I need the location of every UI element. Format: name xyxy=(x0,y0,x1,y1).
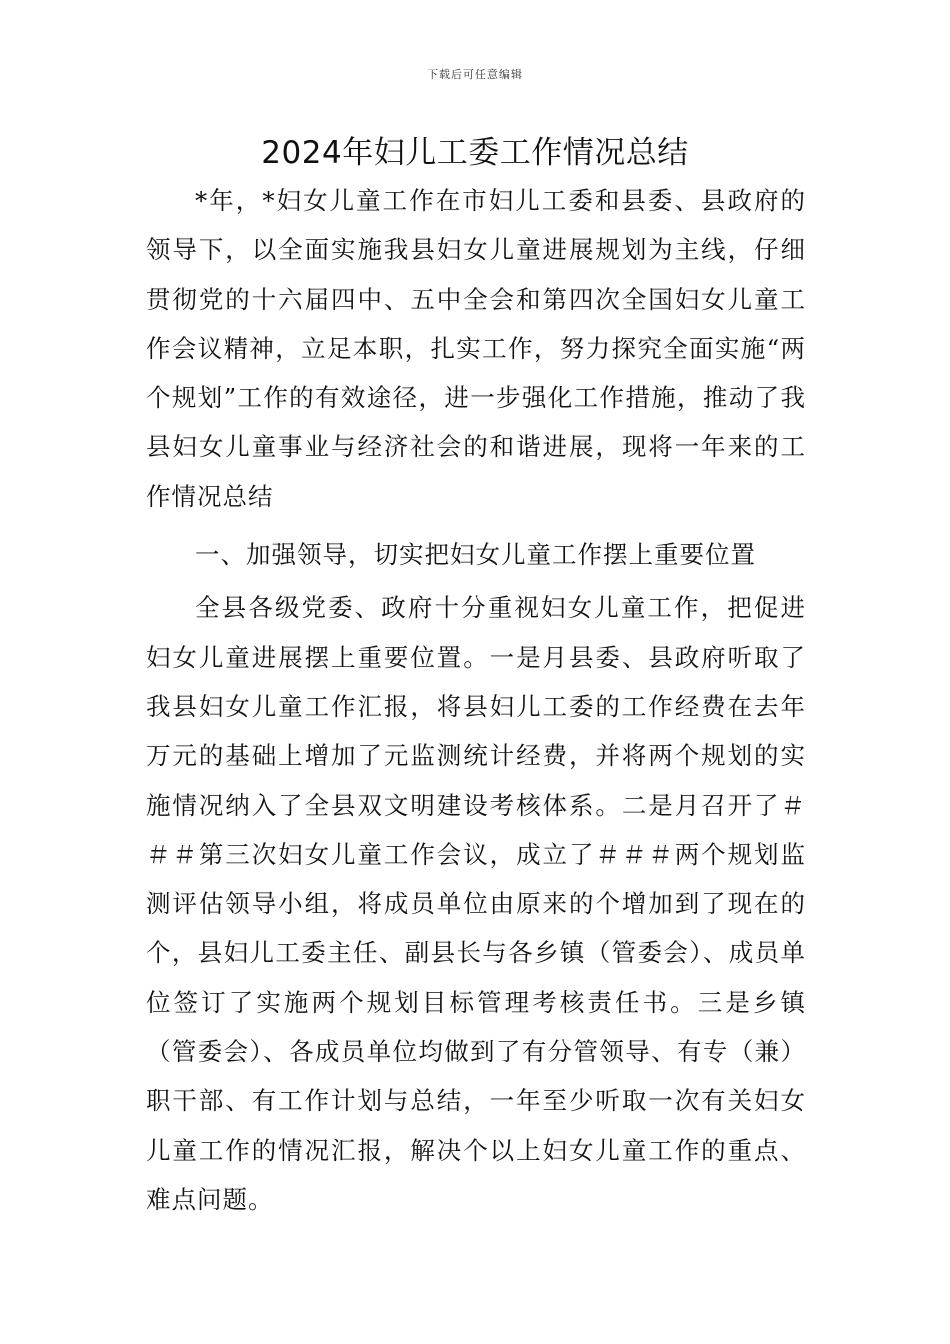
document-body xyxy=(146,176,806,1224)
intro-paragraph: *年，*妇女儿童工作在市妇儿工委和县委、县政府的领导下，以全面实施我县妇女儿童进展规划为主线，仔细贯彻党的十六届四中、五中全会和第四次全国妇女儿童工作会议精神，立足本职，扎实工作，努力探究全面实施“两个规划”工作的有效途径，进一步强化工作措施，推动了我县妇女儿童事业与经济社会的和谐进展，现将一年来的工作情况总结 xyxy=(146,186,806,511)
section-paragraph: 全县各级党委、政府十分重视妇女儿童工作，把促进妇女儿童进展摆上重要位置。一是月县委、县政府听取了我县妇女儿童工作汇报，将县妇儿工委的工作经费在去年万元的基础上增加了元监测统计经费，并将两个规划的实施情况纳入了全县双文明建设考核体系。二是月召开了＃＃＃第三次妇女儿童工作会议，成立了＃＃＃两个规划监测评估领导小组，将成员单位由原来的个增加到了现在的个，县妇儿工委主任、副县长与各乡镇（管委会）、成员单位签订了实施两个规划目标管理考核责任书。三是乡镇（管委会）、各成员单位均做到了有分管领导、有专（兼）职干部、有工作计划与总结，一年至少听取一次有关妇女儿童工作的情况汇报，解决个以上妇女儿童工作的重点、难点问题。 xyxy=(146,593,806,1214)
section-heading: 一、加强领导，切实把妇女儿童工作摆上重要位置 xyxy=(195,540,756,570)
document-title: 2024年妇儿工委工作情况总结 xyxy=(261,135,689,171)
header-note: 下载后可任意编辑 xyxy=(427,68,523,81)
